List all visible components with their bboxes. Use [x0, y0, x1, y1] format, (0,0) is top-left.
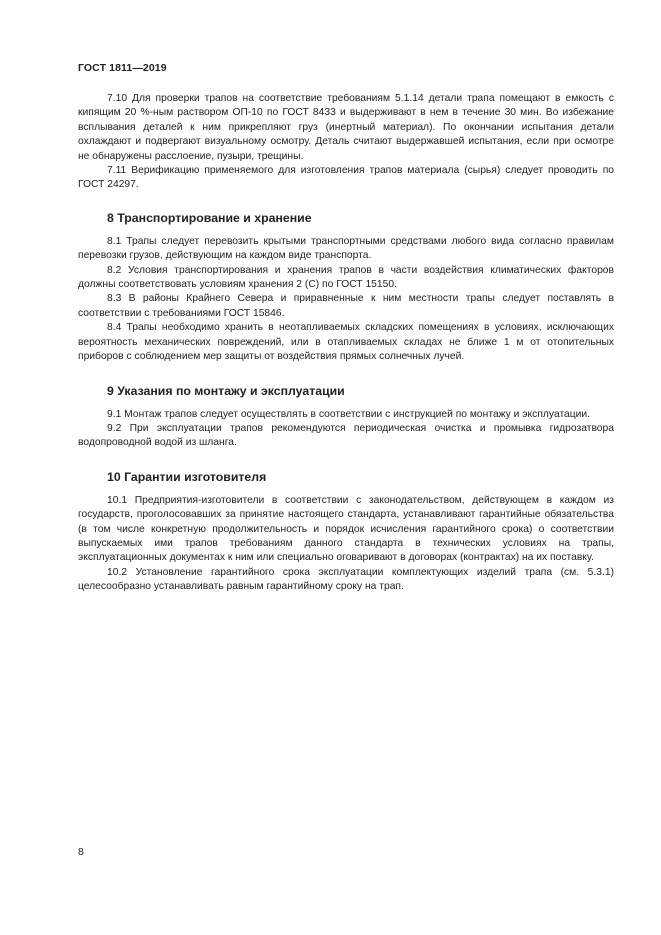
- paragraph-9-2: 9.2 При эксплуатации трапов рекомендуются периодическая очистка и промывка гидрозатвора водопроводной водой из шланга.: [78, 422, 614, 449]
- section-heading-10: 10 Гарантии изготовителя: [107, 469, 267, 484]
- paragraph-7-11: 7.11 Верификацию применяемого для изготовления трапов материала (сырья) следует проводить по ГОСТ 24297.: [78, 165, 614, 191]
- paragraph-10-1: 10.1 Предприятия-изготовители в соответствии с законодательством, действующем в каждом из государств, проголосовавших за принятие настоящего стандарта, устанавливают гарантийные обязательства (в том числе конкретную продолжительность и порядок исчисления гарантийного срока) о соответствии выпускаемых ими трапов требованиям данного стандарта в технических условиях на трапы, эксплуатационных документах к ним или специально оговаривают в договорах (контрактах) на их поставку.: [78, 494, 614, 564]
- paragraph-8-2: 8.2 Условия транспортирования и хранения трапов в части воздействия климатических факторов должны соответствовать условиям хранения 2 (С) по ГОСТ 15150.: [78, 264, 614, 291]
- page-number: 8: [78, 846, 84, 858]
- document-body: [78, 92, 614, 595]
- paragraph-8-1: 8.1 Трапы следует перевозить крытыми транспортными средствами любого вида согласно правилам перевозки грузов, действующим на каждом виде транспорта.: [78, 235, 614, 262]
- paragraph-8-3: 8.3 В районы Крайнего Севера и приравненные к ним местности трапы следует поставлять в соответствии с требованиями ГОСТ 15846.: [78, 293, 614, 319]
- section-heading-8: 8 Транспортирование и хранение: [107, 210, 312, 225]
- paragraph-7-10: 7.10 Для проверки трапов на соответствие требованиям 5.1.14 детали трапа помещают в емкость с кипящим 20 %-ным раствором ОП-10 по ГОСТ 8433 и выдерживают в нем в течение 30 мин. Во избежание всплывания деталей к ним прикрепляют груз (инертный материал). По окончании испытания детали охлаждают и подвергают визуальному осмотру. Деталь считают выдержавшей испытания, если при осмотре не обнаружены расслоение, пузыри, трещины.: [78, 93, 614, 162]
- paragraph-9-1: 9.1 Монтаж трапов следует осуществлять в соответствии с инструкцией по монтажу и эксплуатации.: [107, 408, 591, 420]
- document-header: ГОСТ 1811—2019: [78, 62, 167, 74]
- section-heading-9: 9 Указания по монтажу и эксплуатации: [107, 383, 345, 398]
- paragraph-10-2: 10.2 Установление гарантийного срока эксплуатации комплектующих изделий трапа (см. 5.3.1) целесообразно устанавливать равным гарантийному сроку на трап.: [78, 566, 614, 593]
- paragraph-8-4: 8.4 Трапы необходимо хранить в неотапливаемых складских помещениях в условиях, исключающих вероятность механических повреждений, или в отапливаемых складах не ближе 1 м от отопительных приборов с соблюдением мер защиты от воздействия прямых солнечных лучей.: [78, 322, 614, 363]
